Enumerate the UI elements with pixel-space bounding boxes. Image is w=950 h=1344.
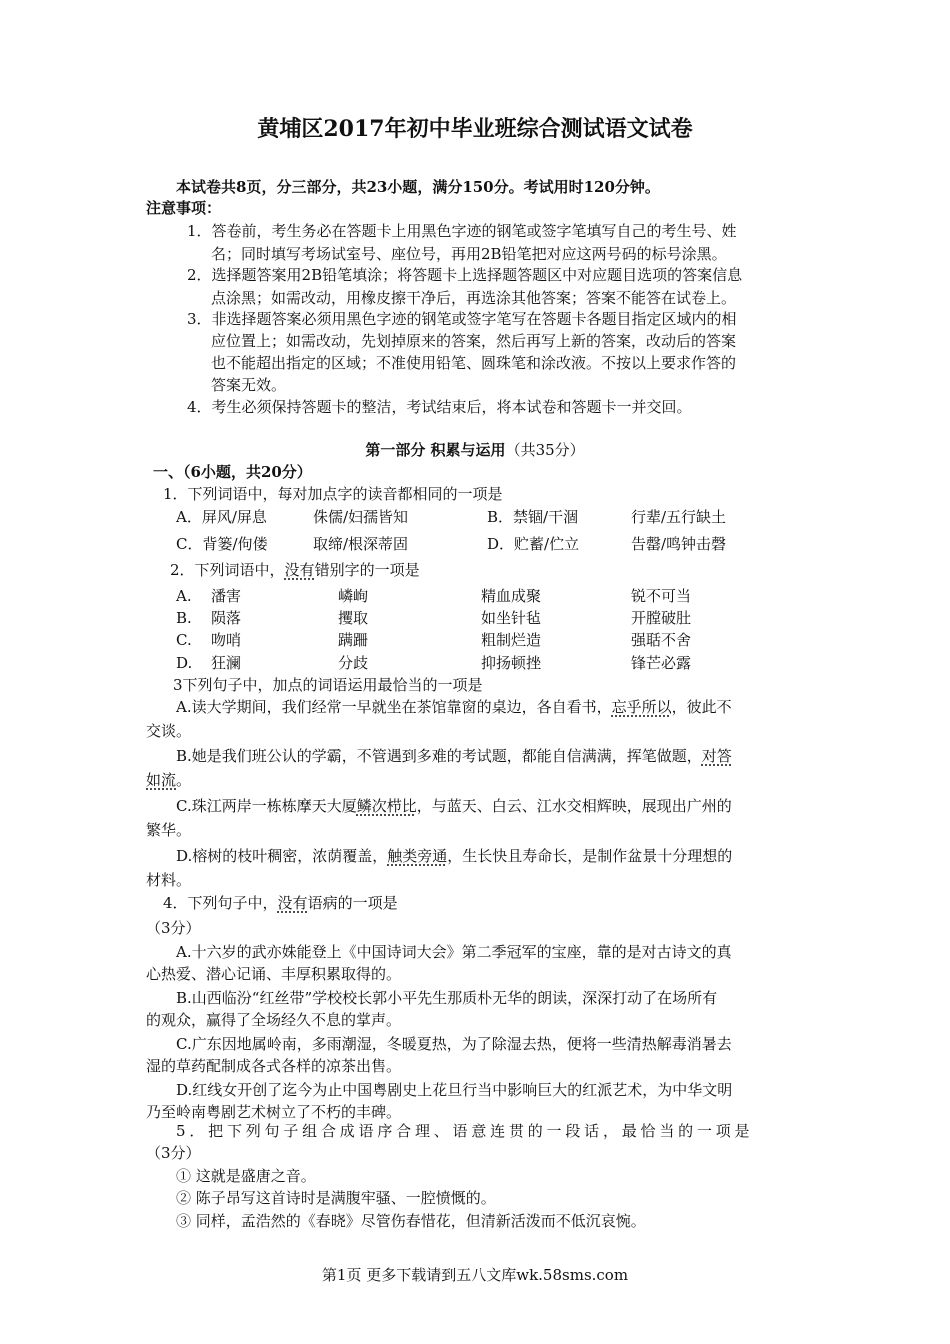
q1-option: 行辈/五行缺土 [631,508,727,526]
notice-line: 3．非选择题答案必须用黑色字迹的钢笔或签字笔写在答题卡各题目指定区域内的相 [187,310,737,328]
q3-text: ，与蓝天、白云、江水交相辉映，展现出广州的 [416,797,732,815]
notice-heading: 注意事项： [146,199,222,217]
q2-word: 陨落 [211,609,242,627]
q4-line: 乃至岭南粤剧艺术树立了不朽的丰碑。 [146,1103,402,1121]
q3-text: ，彼此不 [671,698,732,716]
notice-line: 2．选择题答案用2B铅笔填涂；将答题卡上选择题答题区中对应题目选项的答案信息 [187,266,743,284]
q4-line: A.十六岁的武亦姝能登上《中国诗词大会》第二季冠军的宝座，靠的是对古诗文的真 [176,943,732,961]
q1-option: A．屏风/屏息 [176,508,267,526]
q2-option-letter: D. [176,654,193,672]
q2-word: 攫取 [338,609,369,627]
q2-option-letter: A. [176,587,192,605]
page-title: 黄埔区2017年初中毕业班综合测试语文试卷 [257,116,693,142]
q4-line: C.广东因地属岭南，多雨潮湿，冬暖夏热，为了除湿去热，便将一些清热解毒消暑去 [176,1035,732,1053]
q4-score: （3分） [146,919,201,937]
q4-line: 的观众，赢得了全场经久不息的掌声。 [146,1011,402,1029]
q3-emphasis: 忘乎所以 [611,698,672,716]
question-2-stem [170,563,420,578]
q2-word: 抑扬顿挫 [481,654,542,672]
q4-line: B.山西临汾“红丝带”学校校长郭小平先生那质朴无华的朗读，深深打动了在场所有 [176,989,718,1007]
part-title: 第一部分 积累与运用 [365,441,506,459]
q2-stem-emphasis: 没有 [284,561,315,579]
q3-option-d [176,849,732,864]
q2-word: 锐不可当 [631,587,692,605]
q4-stem-part: 语病的一项是 [307,894,398,912]
q2-word: 强聒不舍 [631,631,692,649]
q4-line: D.红线女开创了迄今为止中国粤剧史上花旦行当中影响巨大的红派艺术，为中华文明 [176,1081,733,1099]
q3-option-c [176,799,732,814]
q1-option: 侏儒/妇孺皆知 [313,508,409,526]
q2-option-letter: C. [176,631,192,649]
notice-line: 点涂黑；如需改动，用橡皮擦干净后，再选涂其他答案；答案不能答在试卷上。 [211,289,737,307]
q2-word: 如坐针毡 [481,609,542,627]
q3-emphasis: 对答 [701,747,732,765]
question-5-stem: 5．把下列句子组合成语序合理、语意连贯的一段话，最恰当的一项是 [176,1122,754,1140]
page-footer: 第1页 更多下载请到五八文库wk.58sms.com [321,1266,629,1284]
q3-text: A.读大学期间，我们经常一早就坐在茶馆靠窗的桌边，各自看书， [176,698,612,716]
q3-option-b-cont [146,773,191,788]
q3-option-a-cont: 交谈。 [146,722,192,740]
q3-text: ，生长快且寿命长，是制作盆景十分理想的 [447,847,733,865]
q2-word: 潘害 [211,587,242,605]
exam-intro: 本试卷共8页，分三部分，共23小题，满分150分。考试用时120分钟。 [176,178,660,196]
q2-stem-part: 错别字的一项是 [314,561,420,579]
q1-option: B．禁锢/干涸 [487,508,579,526]
q3-emphasis: 鳞次栉比 [356,797,417,815]
q3-text: 。 [176,771,192,789]
q3-emphasis: 如流 [146,771,177,789]
notice-line: 答案无效。 [211,376,287,394]
q2-stem-part: 2．下列词语中， [170,561,285,579]
q4-stem-part: 4．下列句子中， [163,894,278,912]
q3-emphasis: 触类旁通 [387,847,448,865]
q1-option: C．背篓/佝偻 [176,535,268,553]
q2-word: 嶙峋 [338,587,369,605]
q2-word: 精血成聚 [481,587,542,605]
notice-line: 名；同时填写考场试室号、座位号，再用2B铅笔把对应这两号码的标号涂黑。 [211,245,727,263]
q5-score: （3分） [146,1144,201,1162]
part-heading [0,443,950,458]
q2-option-letter: B. [176,609,192,627]
notice-line: 也不能超出指定的区域；不准使用铅笔、圆珠笔和涂改液。不按以上要求作答的 [211,354,737,372]
q3-option-c-cont: 繁华。 [146,821,192,839]
q2-word: 分歧 [338,654,369,672]
notice-line: 1．答卷前，考生务必在答题卡上用黑色字迹的钢笔或签字笔填写自己的考生号、姓 [187,222,737,240]
q4-line: 湿的草药配制成各式各样的凉茶出售。 [146,1057,402,1075]
q1-option: 取缔/根深蒂固 [313,535,409,553]
q3-text: B.她是我们班公认的学霸，不管遇到多难的考试题，都能自信满满，挥笔做题， [176,747,702,765]
part-score: （共35分） [505,441,585,459]
q2-word: 开膛破肚 [631,609,692,627]
q3-text: D.榕树的枝叶稠密，浓荫覆盖， [176,847,388,865]
q3-option-d-cont: 材料。 [146,871,192,889]
q1-option: D．贮蓄/伫立 [487,535,580,553]
q5-item: ③ 同样，孟浩然的《春晓》尽管伤春惜花，但清新活泼而不低沉哀惋。 [176,1212,646,1230]
q1-option: 告罄/鸣钟击磬 [631,535,727,553]
notice-line: 4．考生必须保持答题卡的整洁，考试结束后，将本试卷和答题卡一并交回。 [187,398,692,416]
q3-option-a [176,700,732,715]
question-3-stem: 3下列句子中，加点的词语运用最恰当的一项是 [173,676,483,694]
q4-line: 心热爱、潜心记诵、丰厚积累取得的。 [146,965,402,983]
q4-stem-emphasis: 没有 [277,894,308,912]
question-1-stem: 1．下列词语中，每对加点字的读音都相同的一项是 [163,485,503,503]
question-4-stem [163,896,398,911]
q5-item: ② 陈子昂写这首诗时是满腹牢骚、一腔愤慨的。 [176,1189,496,1207]
q2-word: 吻哨 [211,631,242,649]
q2-word: 蹒跚 [338,631,369,649]
notice-line: 应位置上；如需改动，先划掉原来的答案，然后再写上新的答案，改动后的答案 [211,332,737,350]
section-heading: 一、（6小题，共20分） [153,463,312,481]
q2-word: 锋芒必露 [631,654,692,672]
q3-text: C.珠江两岸一栋栋摩天大厦 [176,797,357,815]
q5-item: ① 这就是盛唐之音。 [176,1167,316,1185]
q3-option-b [176,749,732,764]
q2-word: 狂澜 [211,654,242,672]
q2-word: 粗制烂造 [481,631,542,649]
